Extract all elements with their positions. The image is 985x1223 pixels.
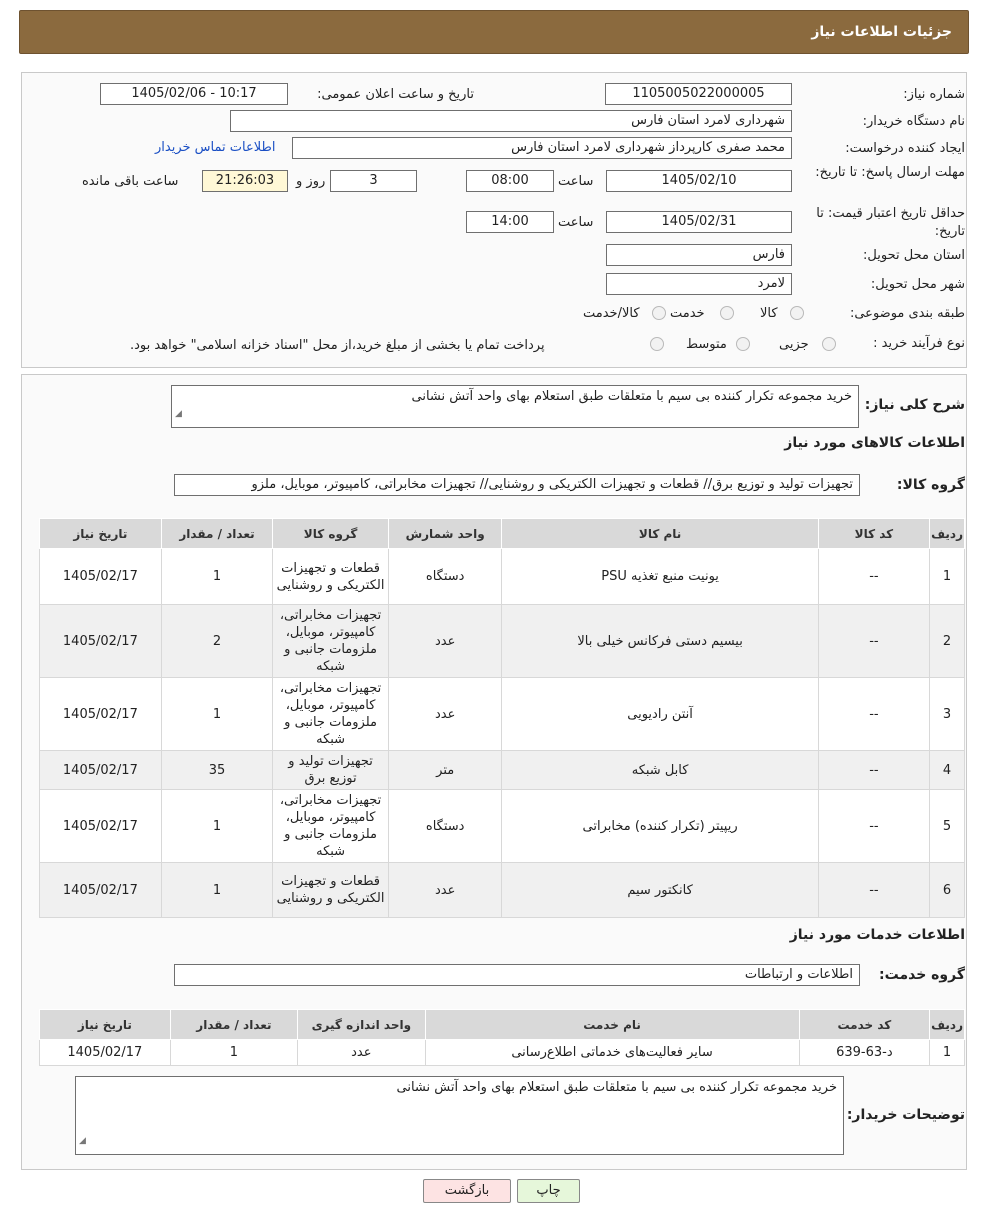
col-service-name: نام خدمت (425, 1010, 799, 1040)
cell-unit: عدد (388, 678, 502, 751)
table-row (40, 549, 965, 605)
cell-name: کابل شبکه (502, 751, 818, 790)
summary-text: خرید مجموعه تکرار کننده بی سیم با متعلقات طبق استعلام بهای واحد آتش نشانی (411, 389, 852, 404)
col-name: نام کالا (502, 519, 818, 549)
process-checkbox-treasury[interactable] (650, 337, 664, 351)
buyer-notes-textarea[interactable] (75, 1076, 844, 1155)
services-table (39, 1009, 965, 1066)
category-label: طبقه بندی موضوعی: (849, 306, 965, 321)
days-remaining-field: 3 (330, 170, 417, 192)
cell-group: قطعات و تجهیزات الکتریکی و روشنایی (273, 863, 389, 918)
cell-code: -- (818, 751, 929, 790)
deadline-date-field: 1405/02/10 (606, 170, 792, 192)
cell-row: 1 (930, 1040, 965, 1066)
deadline-time-label: ساعت (558, 174, 594, 189)
services-table-header (40, 1010, 965, 1040)
cell-qty: 2 (161, 605, 273, 678)
page-header (19, 10, 969, 54)
cell-date: 1405/02/17 (40, 678, 162, 751)
category-option-goods: کالا (760, 306, 778, 321)
cell-code: -- (818, 549, 929, 605)
cell-name: سایر فعالیت‌های خدماتی اطلاع‌رسانی (425, 1040, 799, 1066)
city-label: شهر محل تحویل: (870, 277, 965, 292)
category-radio-goods[interactable] (790, 306, 804, 320)
cell-qty: 35 (161, 751, 273, 790)
table-row (40, 605, 965, 678)
table-row (40, 751, 965, 790)
cell-date: 1405/02/17 (40, 549, 162, 605)
category-radio-service[interactable] (720, 306, 734, 320)
validity-time-field: 14:00 (466, 211, 554, 233)
goods-group-label: گروه کالا: (896, 477, 965, 493)
cell-code: -- (818, 678, 929, 751)
cell-code: -- (818, 863, 929, 918)
cell-row: 2 (930, 605, 965, 678)
cell-row: 3 (930, 678, 965, 751)
cell-qty: 1 (161, 549, 273, 605)
city-field: لامرد (606, 273, 792, 295)
process-radio-medium[interactable] (736, 337, 750, 351)
cell-code: د-63-639 (799, 1040, 930, 1066)
col-date: تاریخ نیاز (40, 1010, 171, 1040)
col-code: کد کالا (818, 519, 929, 549)
cell-unit: متر (388, 751, 502, 790)
cell-code: -- (818, 790, 929, 863)
deadline-label: مهلت ارسال پاسخ: تا تاریخ: (815, 165, 965, 180)
buyer-notes-label: توضیحات خریدار: (846, 1107, 965, 1123)
col-date: تاریخ نیاز (40, 519, 162, 549)
print-button[interactable]: چاپ (517, 1179, 580, 1203)
service-group-field: اطلاعات و ارتباطات (174, 964, 860, 986)
creator-field: محمد صفری کارپرداز شهرداری لامرد استان فارس (292, 137, 792, 159)
cell-group: تجهیزات مخابراتی، کامپیوتر، موبایل، ملزومات جانبی و شبکه (273, 790, 389, 863)
cell-unit: عدد (298, 1040, 425, 1066)
cell-unit: دستگاه (388, 790, 502, 863)
cell-date: 1405/02/17 (40, 863, 162, 918)
cell-name: یونیت منبع تغذیه PSU (502, 549, 818, 605)
cell-row: 5 (930, 790, 965, 863)
table-row (40, 863, 965, 918)
goods-group-field: تجهیزات تولید و توزیع برق// قطعات و تجهیزات الکتریکی و روشنایی// تجهیزات مخابراتی، کامپیوتر، موبایل، ملزو (174, 474, 860, 496)
process-note: پرداخت تمام یا بخشی از مبلغ خرید،از محل "اسناد خزانه اسلامی" خواهد بود. (130, 338, 545, 353)
category-radio-goods-service[interactable] (652, 306, 666, 320)
validity-date-field: 1405/02/31 (606, 211, 792, 233)
cell-row: 1 (930, 549, 965, 605)
cell-date: 1405/02/17 (40, 751, 162, 790)
cell-qty: 1 (170, 1040, 297, 1066)
cell-row: 6 (930, 863, 965, 918)
cell-group: تجهیزات مخابراتی، کامپیوتر، موبایل، ملزومات جانبی و شبکه (273, 678, 389, 751)
buyer-notes-text: خرید مجموعه تکرار کننده بی سیم با متعلقات طبق استعلام بهای واحد آتش نشانی (396, 1080, 837, 1095)
buyer-contact-link[interactable]: اطلاعات تماس خریدار (155, 140, 276, 155)
goods-section-title: اطلاعات کالاهای مورد نیاز (784, 435, 965, 451)
remaining-time-field: 21:26:03 (202, 170, 288, 192)
summary-label: شرح کلی نیاز: (864, 397, 965, 413)
days-label: روز و (296, 174, 326, 189)
category-option-service: خدمت (670, 306, 705, 321)
cell-group: تجهیزات مخابراتی، کامپیوتر، موبایل، ملزومات جانبی و شبکه (273, 605, 389, 678)
deadline-time-field: 08:00 (466, 170, 554, 192)
buyer-org-label: نام دستگاه خریدار: (862, 114, 965, 129)
need-number-label: شماره نیاز: (903, 87, 965, 102)
province-field: فارس (606, 244, 792, 266)
cell-row: 4 (930, 751, 965, 790)
process-option-medium: متوسط (686, 337, 727, 352)
col-unit: واحد شمارش (388, 519, 502, 549)
goods-table (39, 518, 965, 918)
cell-date: 1405/02/17 (40, 1040, 171, 1066)
process-option-minor: جزیی (779, 337, 809, 352)
col-service-code: کد خدمت (799, 1010, 930, 1040)
cell-unit: عدد (388, 605, 502, 678)
col-row: ردیف (930, 519, 965, 549)
cell-qty: 1 (161, 678, 273, 751)
validity-time-label: ساعت (558, 215, 594, 230)
resize-handle-icon[interactable]: ◢ (175, 409, 182, 419)
buyer-org-field: شهرداری لامرد استان فارس (230, 110, 792, 132)
cell-unit: عدد (388, 863, 502, 918)
cell-code: -- (818, 605, 929, 678)
cell-name: ریپیتر (تکرار کننده) مخابراتی (502, 790, 818, 863)
summary-textarea[interactable] (171, 385, 859, 428)
remaining-label: ساعت باقی مانده (82, 174, 179, 189)
resize-handle-icon[interactable]: ◢ (79, 1136, 86, 1146)
category-option-goods-service: کالا/خدمت (583, 306, 640, 321)
cell-date: 1405/02/17 (40, 790, 162, 863)
cell-name: بیسیم دستی فرکانس خیلی بالا (502, 605, 818, 678)
cell-name: کانکتور سیم (502, 863, 818, 918)
col-qty: تعداد / مقدار (170, 1010, 297, 1040)
announce-field: 1405/02/06 - 10:17 (100, 83, 288, 105)
page-title: جزئیات اطلاعات نیاز (811, 24, 952, 40)
service-group-label: گروه خدمت: (879, 967, 965, 983)
col-measure-unit: واحد اندازه گیری (298, 1010, 425, 1040)
col-qty: تعداد / مقدار (161, 519, 273, 549)
table-row (40, 678, 965, 751)
cell-date: 1405/02/17 (40, 605, 162, 678)
validity-label: حداقل تاریخ اعتبار قیمت: تا تاریخ: (816, 206, 965, 239)
cell-unit: دستگاه (388, 549, 502, 605)
table-row (40, 790, 965, 863)
back-button[interactable]: بازگشت (423, 1179, 511, 1203)
cell-qty: 1 (161, 790, 273, 863)
cell-name: آنتن رادیویی (502, 678, 818, 751)
announce-label: تاریخ و ساعت اعلان عمومی: (317, 87, 474, 102)
process-radio-minor[interactable] (822, 337, 836, 351)
province-label: استان محل تحویل: (863, 248, 965, 263)
table-row (40, 1040, 965, 1066)
creator-label: ایجاد کننده درخواست: (845, 141, 965, 156)
goods-table-header (40, 519, 965, 549)
col-row: ردیف (930, 1010, 965, 1040)
need-number-field: 1105005022000005 (605, 83, 792, 105)
process-label: نوع فرآیند خرید : (873, 336, 965, 351)
cell-group: قطعات و تجهیزات الکتریکی و روشنایی (273, 549, 389, 605)
cell-group: تجهیزات تولید و توزیع برق (273, 751, 389, 790)
col-group: گروه کالا (273, 519, 389, 549)
services-section-title: اطلاعات خدمات مورد نیاز (789, 927, 965, 943)
cell-qty: 1 (161, 863, 273, 918)
